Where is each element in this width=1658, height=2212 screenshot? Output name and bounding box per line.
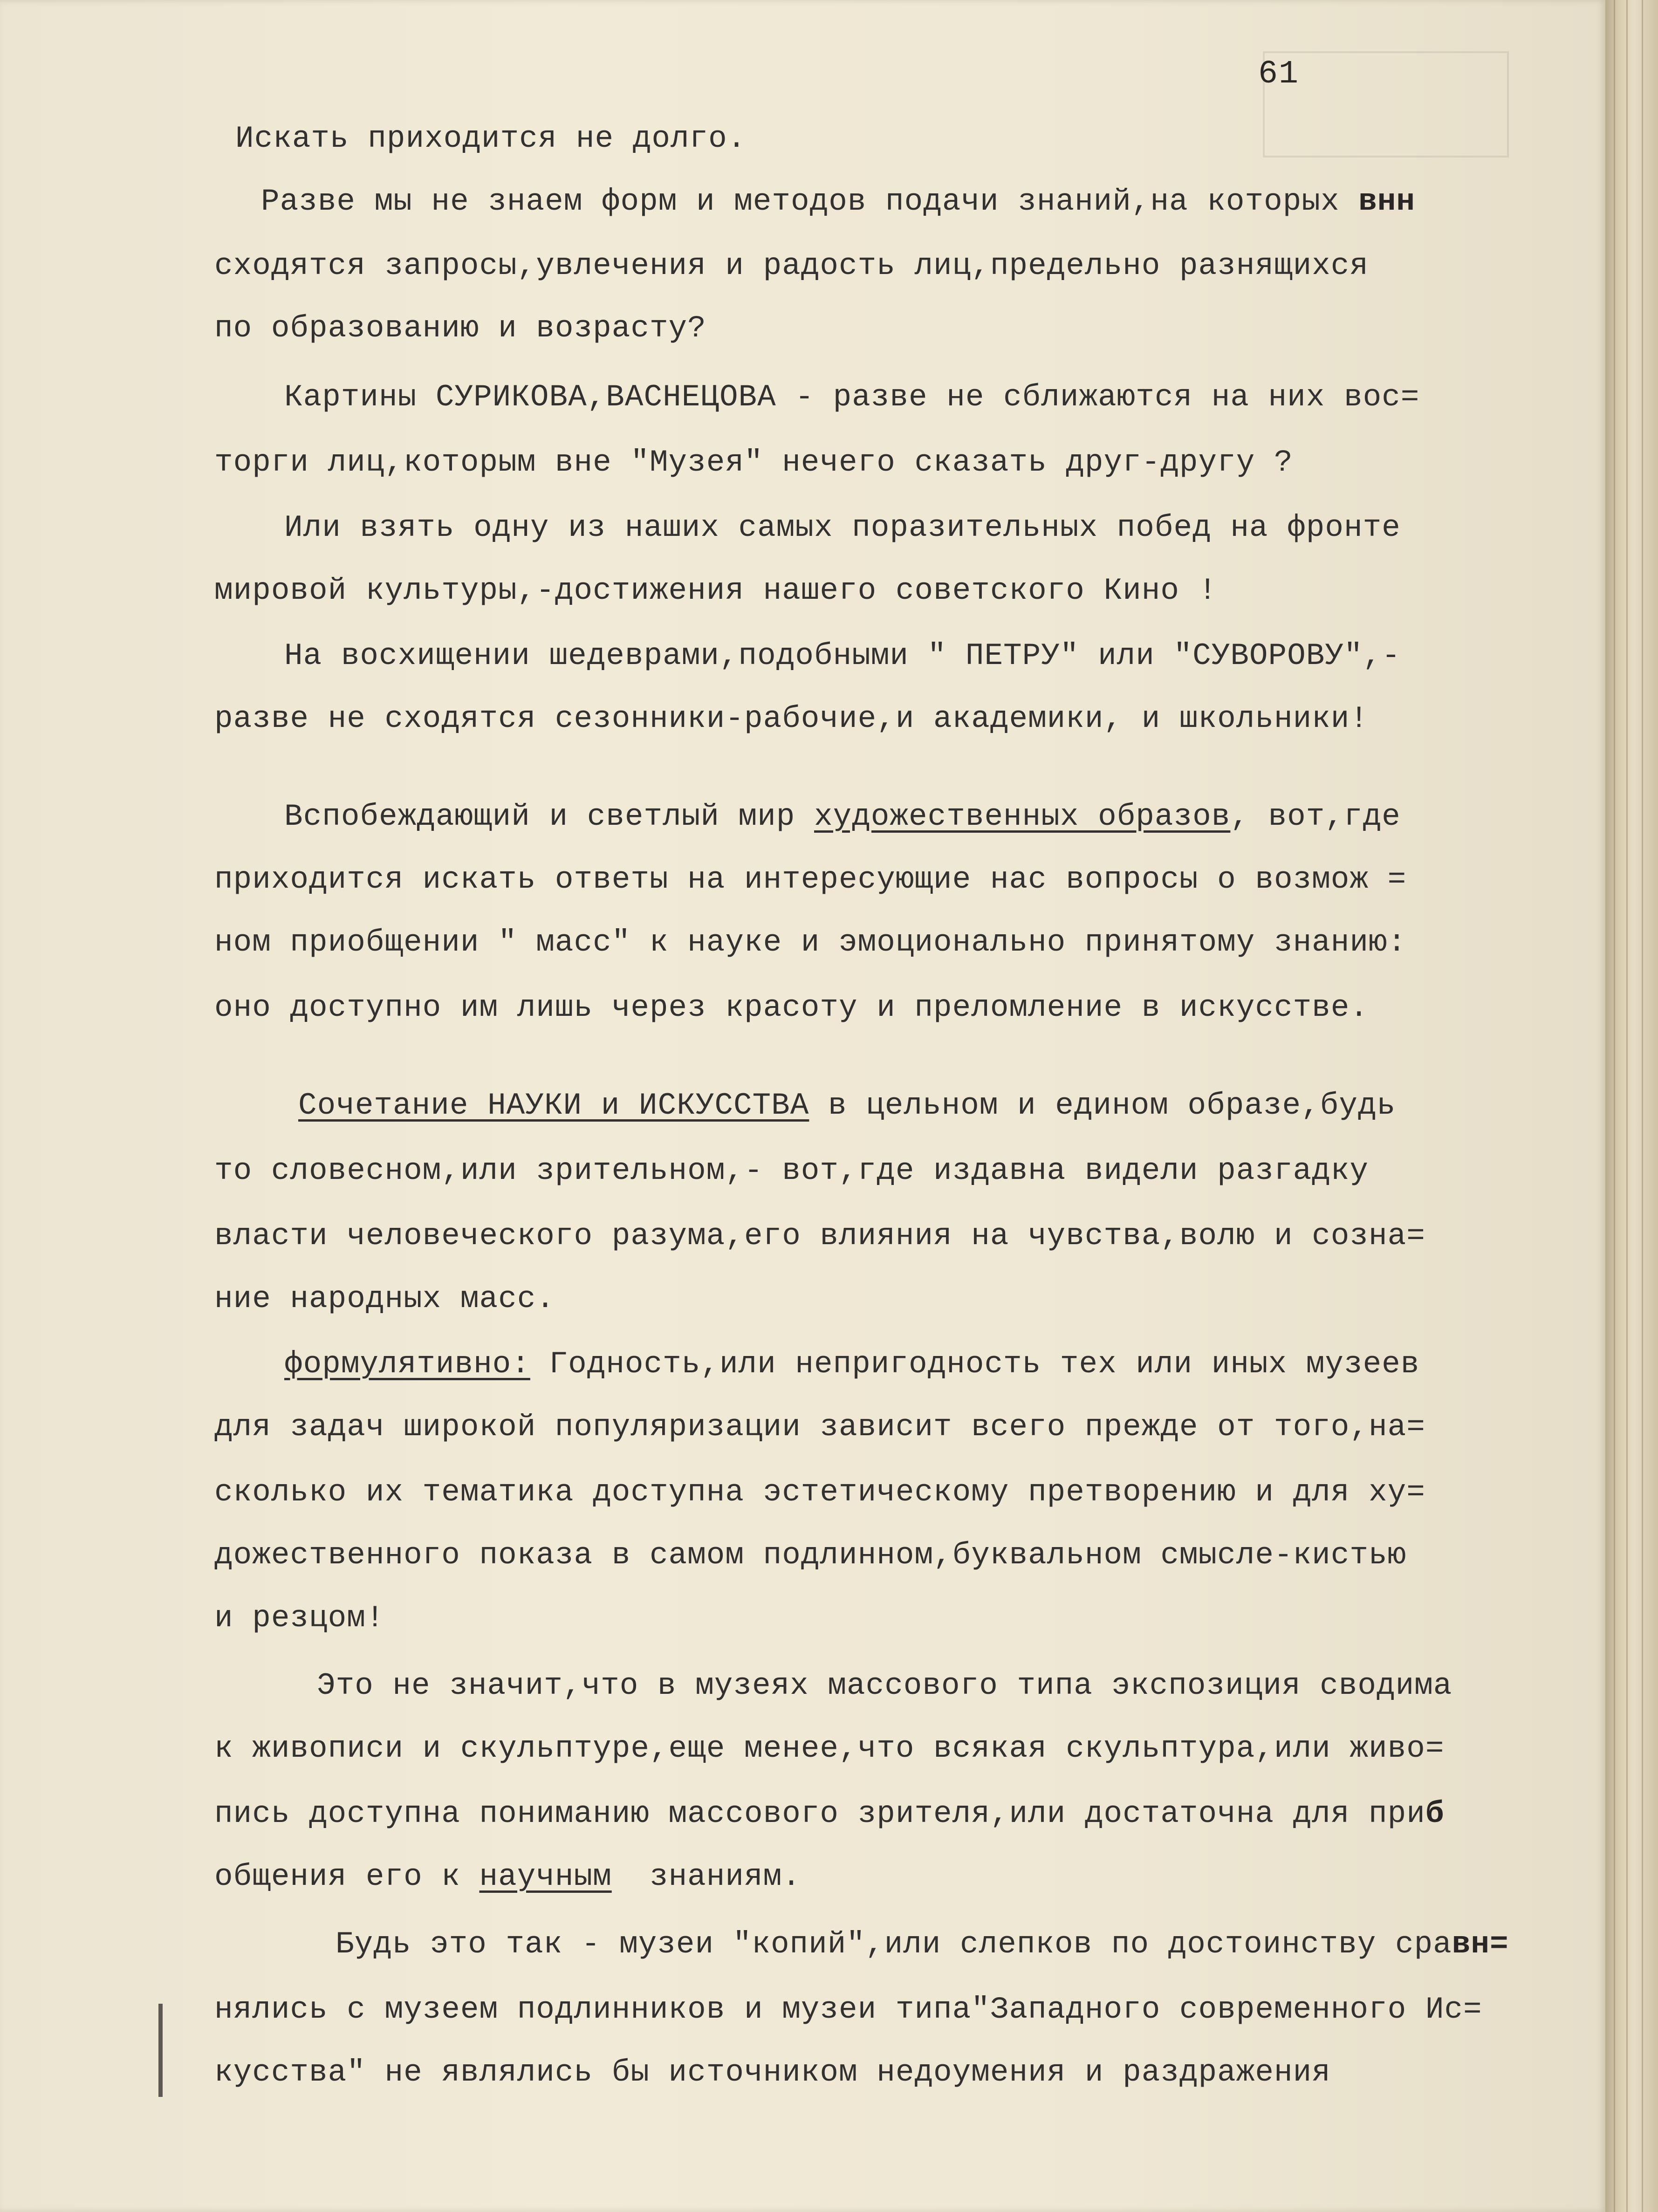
text-line: Картины СУРИКОВА,ВАСНЕЦОВА - разве не сближаются на них вос= xyxy=(284,380,1420,415)
text-line: На восхищении шедеврами,подобными " ПЕТРУ" или "СУВОРОВУ",- xyxy=(284,638,1401,673)
text-line: кусства" не являлись бы источником недоумения и раздражения xyxy=(214,2055,1331,2090)
overtyped-mark: б xyxy=(1425,1796,1445,1831)
text-line: ние народных масс. xyxy=(214,1281,555,1316)
text-line: по образованию и возрасту? xyxy=(214,311,706,346)
text-line: пись доступна пониманию массового зрителя,или достаточна для приб xyxy=(214,1796,1445,1831)
text-line: Или взять одну из наших самых поразительных побед на фронте xyxy=(284,510,1401,545)
text-line: к живописи и скульптуре,еще менее,что всякая скульптура,или живо= xyxy=(214,1731,1445,1766)
text-line: для задач широкой популяризации зависит всего прежде от того,на= xyxy=(214,1410,1425,1445)
overtyped-mark: вн= xyxy=(1452,1927,1509,1962)
text-line: Сочетание НАУКИ и ИСКУССТВА в цельном и едином образе,будь xyxy=(298,1088,1396,1123)
page-number: 61 xyxy=(1258,56,1300,93)
text-line: власти человеческого разума,его влияния на чувства,волю и созна= xyxy=(214,1219,1425,1253)
underlined-phrase: художественных образов xyxy=(814,799,1231,834)
text-line: нялись с музеем подлинников и музеи типа"Западного современного Ис= xyxy=(214,1992,1482,2027)
text-line: формулятивно: Годность,или непригодность тех или иных музеев xyxy=(284,1347,1420,1382)
overtyped-mark: внн xyxy=(1358,184,1416,219)
text-line: Будь это так - музеи "копий",или слепков по достоинству сравн= xyxy=(336,1927,1509,1962)
underlined-phrase: научным xyxy=(479,1859,612,1894)
text-line: сходятся запросы,увлечения и радость лиц,предельно разнящихся xyxy=(214,248,1369,283)
text-line: Это не значит,что в музеях массового типа экспозиция сводима xyxy=(317,1668,1452,1703)
text-line: и резцом! xyxy=(214,1601,385,1636)
text-line: сколько их тематика доступна эстетическому претворению и для ху= xyxy=(214,1475,1425,1510)
page-stack-edge xyxy=(1605,0,1658,2212)
margin-pencil-mark xyxy=(158,2004,163,2097)
text-line: Разве мы не знаем форм и методов подачи знаний,на которых внн xyxy=(261,184,1416,219)
text-line: то словесном,или зрительном,- вот,где издавна видели разгадку xyxy=(214,1153,1369,1188)
text-line: общения его к научным знаниям. xyxy=(214,1859,801,1894)
text-line: приходится искать ответы на интересующие нас вопросы о возмож = xyxy=(214,862,1407,897)
text-line: торги лиц,которым вне "Музея" нечего сказать друг-другу ? xyxy=(214,445,1293,480)
text-line: ном приобщении " масс" к науке и эмоционально принятому знанию: xyxy=(214,925,1407,960)
text-line: Вспобеждающий и светлый мир художественных образов, вот,где xyxy=(284,799,1401,834)
underlined-phrase: формулятивно: xyxy=(284,1347,530,1382)
text-line: Искать приходится не долго. xyxy=(235,121,747,156)
underlined-phrase: Сочетание НАУКИ и ИСКУССТВА xyxy=(298,1088,809,1123)
text-line: оно доступно им лишь через красоту и преломление в искусстве. xyxy=(214,990,1369,1025)
text-line: дожественного показа в самом подлинном,буквальном смысле-кистью xyxy=(214,1538,1407,1573)
text-line: мировой культуры,-достижения нашего советского Кино ! xyxy=(214,573,1218,608)
faded-stamp xyxy=(1263,51,1509,158)
text-line: разве не сходятся сезонники-рабочие,и академики, и школьники! xyxy=(214,701,1369,736)
